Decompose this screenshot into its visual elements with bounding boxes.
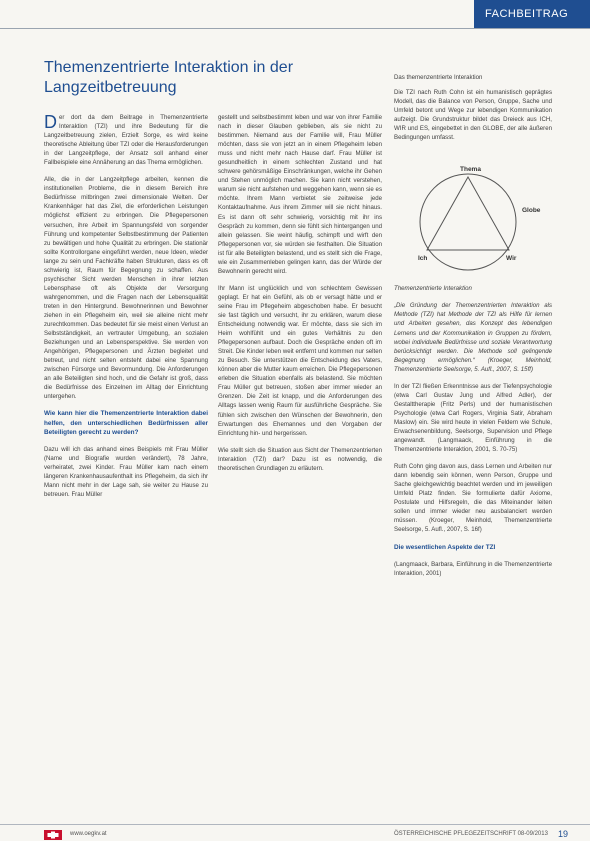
paragraph: er dort da dem Beitrage in Themenzentrierte Interaktion (TZI) und ihre Bedeutung für die Langzeitbetreuung zielen, Erzielt Sorge, es wird keine theoretische Ableitung über TZI oder die Herausforderungen in der Langzeitpflege, der Ansatz soll anhand einer Fallbeispiele eine Annäherung an das Thema ermöglichen. (44, 114, 208, 167)
column-1 (44, 113, 208, 507)
paragraph: Wie stellt sich die Situation aus Sicht der Themenzentrierten Interaktion (TZI) dar? Dazu ist es notwendig, die theoretischen Grundlagen zu erläutern. (218, 446, 382, 472)
paragraph: Die TZI nach Ruth Cohn ist ein humanistisch geprägtes Modell, das die Balance von Person, Gruppe, Sache und Umfeld betont und Wege zur lebendigen Kommunikation aufzeigt. Die Grundstruktur bildet das Dreieck aus ICH, WIR und ES, eingebettet in den GLOBE, der alle äußeren Bedingungen umfasst. (394, 89, 552, 142)
page-number: 19 (558, 829, 569, 839)
column-3 (394, 73, 552, 586)
column-2 (218, 113, 382, 481)
header-rule (0, 28, 590, 29)
footer-rule (0, 824, 590, 825)
paragraph: gestellt und selbstbestimmt leben und war von ihrer Familie nach in dieser Glauben geblieben, als sie nicht zu bestimmen. Niemand aus der Familie will, Frau Müller möchten, dass sie von jetzt an in einem Pflegeheim leben muss und nicht mehr nach Hause darf. Frau Müller ist gesundheitlich in einem schlechten Zustand und hat schwere gehörsmäßige Einschränkungen, welche ihr Gehen und Stehen unmöglich machen. Sie kann nicht verstehen, warum sie nicht aufstehen und weggehen kann, wenn sie es möchte. Ihrem Mann verbietet sie zeitweise jede Kontaktaufnahme. Aus ihrem Zimmer will sie nicht hinaus. Es ist dann oft sehr schwierig, vorsichtig mit ihr ins Gespräch zu kommen, denn sie fühlt sich hintergangen und allein gelassen. Sie weint häufig, schimpft und wirft den Pflegepersonen vor, sie würden sie festhalten. Die Situation ist für alle Beteiligten belastend, und es stellt sich die Frage, wie ein Zusammenleben gelingen kann, das der Würde der Bewohnerin gerecht wird. (218, 114, 382, 275)
figure-title: Das themenzentrierte Interaktion (394, 74, 483, 81)
label-thema: Thema (460, 166, 481, 174)
footer-website-link[interactable]: www.oegkv.at (70, 831, 107, 837)
question-heading: Wie kann hier die Themenzentrierte Interaktion dabei helfen, den unterschiedlichen Bedürfnissen aller Beteiligten gerecht zu werden? (44, 410, 208, 436)
drop-cap: D (44, 112, 57, 132)
paragraph: Alle, die in der Langzeitpflege arbeiten, kennen die institutionellen Probleme, die in diesem Bereich ihre Bedürfnisse mitbringen zwei dimensionale Welten. Der Krankenhäger hat das Ziel, die erforderlichen Leistungen möglichst effizient zu erbringen. Die Pflegepersonen versuchen, ihre Arbeit im Spannungsfeld von sorgender Führung und kompetenter Selbstbestimmung der Patienten zu bewältigen und hohe Qualität zu erbringen. Die stationär sollte Kontrollorgane eingeführt werden, neue Ideen, wieder lange zu sein und Fachkräfte haben Strukturen, dass es oft schwierig ist, Raum für Begegnung zu schaffen. Aus psychischer Sicht werden Menschen in ihrer letzten Lebensphase oft als Objekte der Versorgung wahrgenommen, und die Fragen nach der Lebensqualität treten in den Hintergrund. Bewohnerinnen und Bewohner ziehen in ein Pflegeheim ein, weil sie alleine nicht mehr zurechtkommen. Das bedeutet für sie meist einen Verlust an Selbstständigkeit, an vertrauter Umgebung, an sozialen Beziehungen und an Lebensperspektive. Sie werden von Angehörigen, Pflegepersonen und Ärzten begleitet und betreut, und nicht selten entsteht dabei eine Spannung zwischen Fürsorge und Bevormundung. Die Anforderungen an alle Beteiligten sind hoch, und die Gefahr ist groß, dass die Bedürfnisse des Einzelnen im Alltag der Einrichtung untergehen. (44, 176, 208, 401)
paragraph: Dazu will ich das anhand eines Beispiels mit Frau Müller (Name und Biografie wurden verändert), 78 Jahre, verheiratet, zwei Kinder. Frau Müller kam nach einem längeren Krankenhausaufenthalt ins Pflegeheim, da sich ihr Mann nicht mehr in der Lage sah, sie weiter zu Hause zu betreuen. Frau Müller (44, 445, 208, 498)
quote: „Die Gründung der Themenzentrierten Interaktion als Methode (TZI) hat Methode der TZI als Hilfe für lernen und Arbeiten gesehen, das Konzept des lebendigen Lernens und der Kommunikation in Gruppen zu fördern, wobei individuelle Bedürfnisse und soziale Verantwortung berücksichtigt werden. Die Methode soll gelingende Begegnung ermöglichen.“ (Kroeger, Meinhold, Themenzentrierte Seelsorge, 5. Aufl., 2007, S. 15ff) (394, 302, 552, 373)
section-tab: FACHBEITRAG (474, 0, 590, 28)
label-ich: Ich (418, 255, 428, 263)
paragraph: (Langmaack, Barbara, Einführung in die Themenzentrierte Interaktion, 2001) (394, 560, 552, 577)
figure-caption: Themenzentrierte Interaktion (394, 285, 472, 293)
subheading: Die wesentlichen Aspekte der TZI (394, 543, 496, 551)
tzi-diagram (394, 150, 554, 278)
label-wir: Wir (506, 255, 517, 263)
paragraph: Ihr Mann ist unglücklich und von schlechtem Gewissen geplagt. Er hat ein Gefühl, als ob er versagt hätte und er seine Frau im Pflegeheim abgeschoben habe. Er besucht sie fast täglich und versucht, ihr zu erklären, warum diese Entscheidung notwendig war. Er möchte, dass sie sich im Heim wohlfühlt und ein gutes Verhältnis zu den Pflegepersonen aufbaut. Doch die Gespräche enden oft im Streit. Die Kinder leben weit entfernt und kommen nur selten zu Besuch. Sie unterstützen die Entscheidung des Vaters, können aber die Mutter kaum erreichen. Die Pflegepersonen erleben die Situation ebenfalls als belastend. Sie möchten Frau Müller gut betreuen, stoßen aber immer wieder an Grenzen. Die Zeit ist knapp, und die Anforderungen des Alltags lassen wenig Raum für ausführliche Gespräche. Sie fühlen sich zwischen den Wünschen der Bewohnerin, den Erwartungen des Ehemannes und den Vorgaben der Einrichtung hin- und hergerissen. (218, 284, 382, 437)
label-globe: Globe (522, 207, 541, 215)
paragraph: Ruth Cohn ging davon aus, dass Lernen und Arbeiten nur dann lebendig sein können, wenn Person, Gruppe und Sache gleichgewichtig beachtet werden und im jeweiligen Umfeld Platz finden. Sie formulierte dafür Axiome, Postulate und Hilfsregeln, die das Miteinander leiten sollen und immer wieder neu ausbalanciert werden müssen. (Kroeger, Meinhold, Themenzentrierte Seelsorge, 5. Aufl., 2007, S. 16f) (394, 463, 552, 534)
paragraph: In der TZI fließen Erkenntnisse aus der Tiefenpsychologie (etwa Carl Gustav Jung und Alfred Adler), der Gestalttherapie (Fritz Perls) und der humanistischen Psychologie (etwa Carl Rogers, Virginia Satir, Abraham Maslow) ein. Sie wird heute in vielen Feldern wie Schule, Erwachsenenbildung, Seelsorge, Supervision und Pflege angewandt. (Langmaack, Einführung in die Themenzentrierte Interaktion, 2001, S. 70-75) (394, 382, 552, 454)
oegkv-logo-icon (44, 830, 62, 840)
footer-journal: ÖSTERREICHISCHE PFLEGEZEITSCHRIFT 08-09/2013 (394, 831, 548, 837)
article-title: Themenzentrierte Interaktion in der Langzeitbetreuung (44, 59, 294, 96)
